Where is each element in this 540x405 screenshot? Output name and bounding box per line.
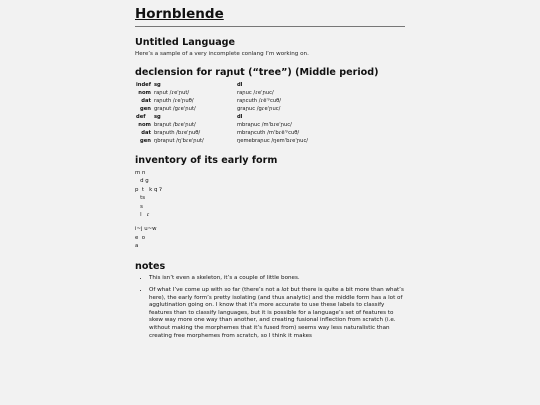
declension-row bbox=[135, 129, 329, 137]
note-item bbox=[149, 275, 405, 283]
main-content bbox=[135, 6, 405, 345]
site-title-link[interactable]: Hornblende bbox=[135, 6, 405, 27]
notes-heading: notes bbox=[135, 260, 166, 272]
dual-form: mbraɲuc /mˈbɾeˈɲuc/ bbox=[236, 122, 292, 128]
phoneme-inventory bbox=[135, 169, 405, 251]
dual-form: raɲcuth /ɾẽˈᶮcuθ/ bbox=[236, 98, 282, 104]
declension-row bbox=[135, 121, 329, 129]
definiteness-header: def bbox=[136, 114, 146, 120]
declension-header-row bbox=[135, 81, 329, 89]
declension-heading: declension for raɲut (“tree”) (Middle period) bbox=[135, 67, 379, 78]
vowel-row: e o bbox=[135, 234, 146, 241]
note-emphasis: lot bbox=[281, 287, 289, 294]
singular-form: raɲut /ɾeˈɲut/ bbox=[153, 90, 190, 96]
vowel-row: a bbox=[135, 243, 139, 250]
dual-form: ŋemebraɲuc /ŋemˈbɾeˈɲuc/ bbox=[236, 138, 309, 144]
definiteness-header: indef bbox=[136, 82, 151, 88]
declension-row bbox=[135, 105, 329, 113]
declension-row bbox=[135, 137, 329, 145]
singular-header: sg bbox=[153, 82, 161, 88]
singular-form: braɲut /bɾeˈɲut/ bbox=[153, 122, 196, 128]
vowel-row: i~j u~w bbox=[135, 226, 157, 233]
case-label: nom bbox=[138, 122, 151, 128]
singular-header: sg bbox=[153, 114, 161, 120]
intro-text: Here’s a sample of a very incomplete conlang I’m working on. bbox=[135, 51, 309, 57]
note-item bbox=[149, 287, 405, 340]
dual-form: graɲuc /gɾeˈɲuc/ bbox=[236, 106, 281, 112]
note-text-post: but there is quite a bit more than what’s here), the early form’s pretty isolating (and thus analytic) and the middle form has a lot of agglutination going on. I know that it’s more accurate to use these labels to classify features than to classify languages, but it is possible for a language’s set of features to skew way more one way than another, and creating fusional inflection from scratch (i.e. without making the morphemes that it’s fused from) seems way less naturalistic than creating free morphemes from scratch, so I think it makes bbox=[149, 287, 404, 339]
notes-list bbox=[135, 275, 405, 341]
declension-row bbox=[135, 89, 329, 97]
case-label: gen bbox=[140, 138, 151, 144]
singular-form: graɲut /gɾeˈɲut/ bbox=[153, 106, 196, 112]
language-title: Untitled Language bbox=[135, 37, 236, 48]
singular-form: raɲuth /ɾeˈɲuθ/ bbox=[153, 98, 194, 104]
dual-header: dl bbox=[236, 114, 243, 120]
inventory-heading: inventory of its early form bbox=[135, 155, 278, 166]
dual-form: mbraɲcuth /mˈbɾẽˈᶮcuθ/ bbox=[236, 130, 300, 136]
note-text: This isn’t even a skeleton, it’s a couple of little bones. bbox=[149, 274, 300, 281]
case-label: gen bbox=[140, 106, 151, 112]
singular-form: ŋbraɲut /ŋˈbɾeˈɲut/ bbox=[153, 138, 204, 144]
singular-form: braɲuth /bɾeˈɲuθ/ bbox=[153, 130, 201, 136]
consonant-row: ts bbox=[135, 195, 146, 202]
consonant-row: m n bbox=[135, 170, 146, 176]
case-label: nom bbox=[138, 90, 151, 96]
note-text-pre: Of what I’ve come up with so far (there’s not a bbox=[149, 287, 282, 294]
consonant-row: s bbox=[135, 203, 143, 210]
case-label: dat bbox=[141, 98, 151, 104]
consonant-row: p t k q ʔ bbox=[135, 186, 162, 193]
declension-row bbox=[135, 97, 329, 105]
dual-header: dl bbox=[236, 82, 243, 88]
declension-header-row bbox=[135, 113, 329, 121]
consonant-row: d g bbox=[135, 178, 149, 185]
case-label: dat bbox=[141, 130, 151, 136]
dual-form: raɲuc /ɾeˈɲuc/ bbox=[236, 90, 274, 96]
consonant-row: l ɾ bbox=[135, 211, 150, 218]
declension-table bbox=[135, 81, 329, 145]
